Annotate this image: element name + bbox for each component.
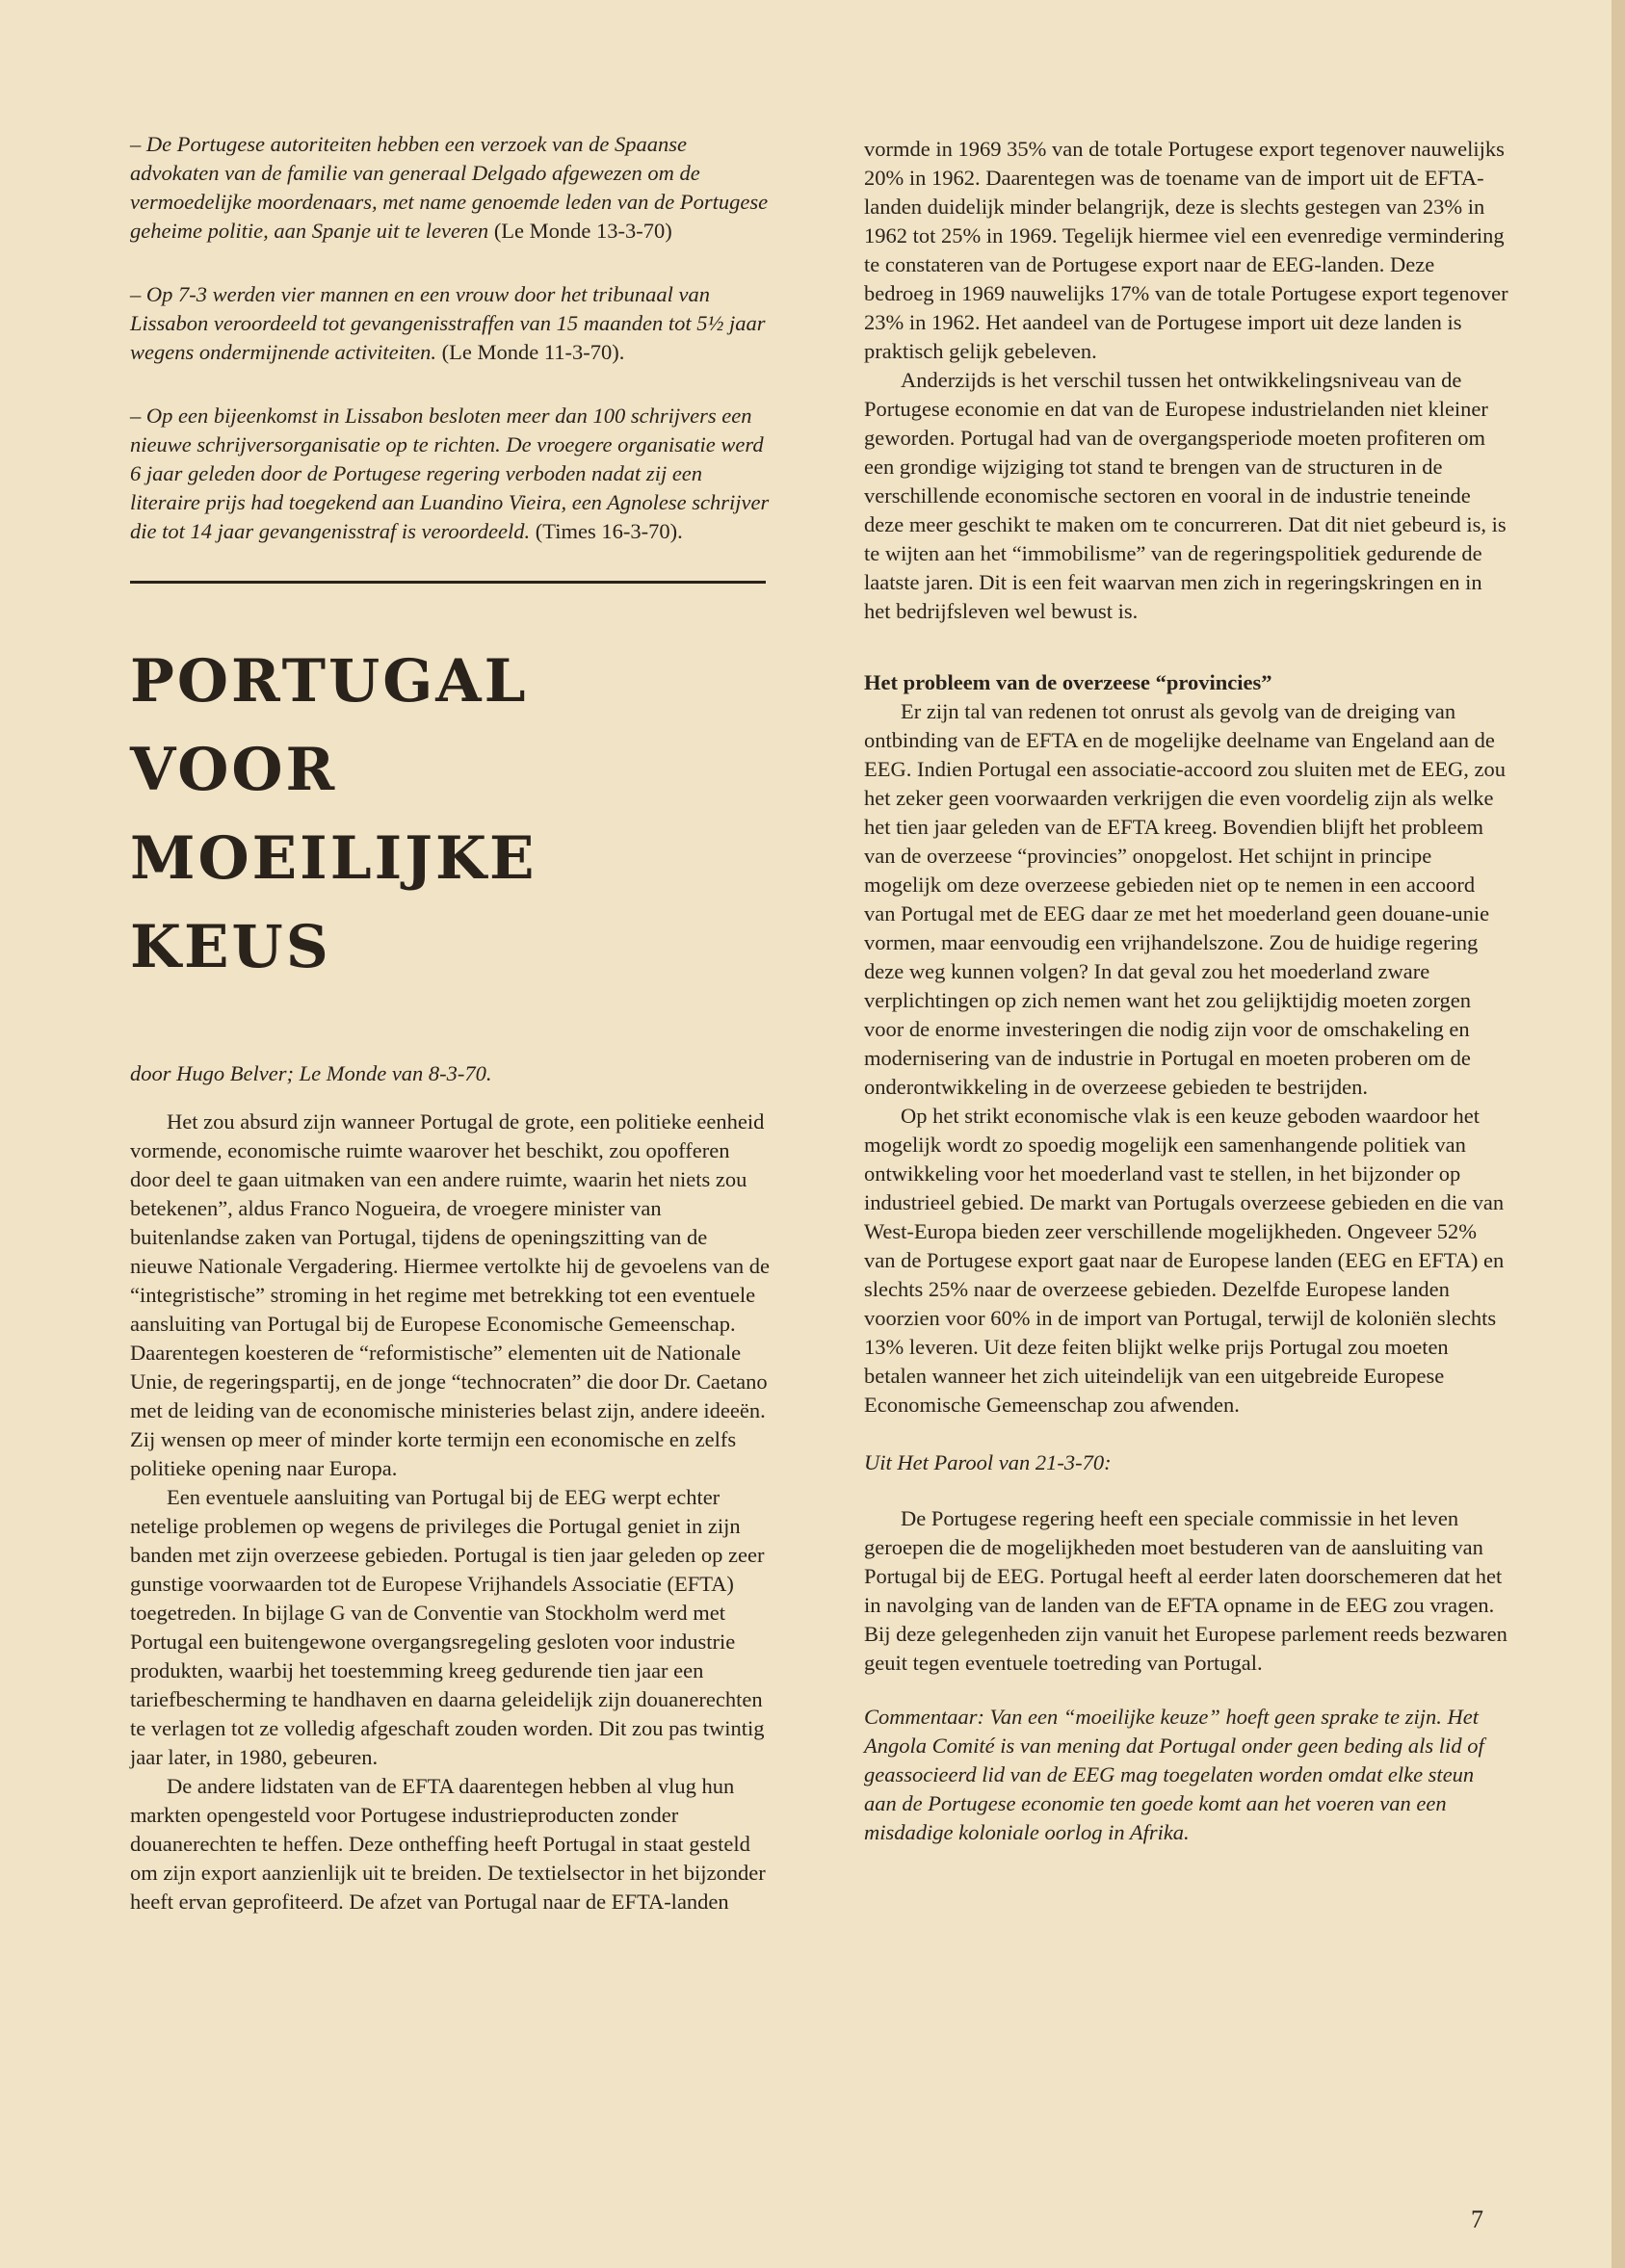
section-divider xyxy=(130,581,766,584)
page-edge xyxy=(1612,0,1625,2268)
article-subheading: Het probleem van de overzeese “provincies” xyxy=(864,670,1272,694)
news-item xyxy=(130,130,771,246)
article-paragraph: Een eventuele aansluiting van Portugal bij de EEG werpt echter netelige problemen op wegens de privileges die Portugal geniet in zijn banden met zijn overzeese gebieden. Portugal is tien jaar geleden op zeer gunstige voorwaarden tot de Europese Vrijhandels Associatie (EFTA) toegetreden. In bijlage G van de Conventie van Stockholm werd met Portugal een buitengewone overgangsregeling gesloten voor industrie produkten, waarbij het toestemming kreeg gedurende tien jaar een tariefbescherming te handhaven en daarna geleidelijk zijn douanerechten te verlagen tot ze volledig afgeschaft zouden worden. Dit zou pas twintig jaar later, in 1980, gebeuren. xyxy=(130,1485,765,1769)
left-column xyxy=(130,130,771,1916)
news-item-source: (Times 16-3-70). xyxy=(535,519,683,543)
article-paragraph: vormde in 1969 35% van de totale Portugese export tegenover nauwelijks 20% in 1962. Daarentegen was de toename van de import uit de EFTA-landen duidelijk minder belangrijk, deze is slechts gestegen van 23% in 1962 tot 25% in 1969. Tegelijk hiermee viel een evenredige vermindering te constateren van de Portugese export naar de EEG-landen. Deze bedroeg in 1969 nauwelijks 17% van de totale Portugese export tegenover 23% in 1962. Het aandeel van de Portugese import uit deze landen is praktisch gelijk gebeleven. xyxy=(864,137,1508,363)
headline-line: VOOR xyxy=(130,736,338,804)
article-paragraph: Op het strikt economische vlak is een keuze geboden waardoor het mogelijk wordt zo spoedig mogelijk een samenhangende politiek van ontwikkeling voor het moederland vast te stellen, in het bijzonder op industrieel gebied. De markt van Portugals overzeese gebieden en die van West-Europa bieden zeer verschillende mogelijkheden. Ongeveer 52% van de Portugese export gaat naar de Europese landen (EEG en EFTA) en slechts 25% naar de overzeese gebieden. Dezelfde Europese landen voorzien voor 60% in de import van Portugal, terwijl de koloniën slechts 13% leveren. Uit deze feiten blijkt welke prijs Portugal zou moeten betalen wanneer het zich uiteindelijk van een uitgebreide Europese Economische Gemeenschap zou afwenden. xyxy=(864,1104,1505,1417)
commentary: Commentaar: Van een “moeilijke keuze” hoeft geen sprake te zijn. Het Angola Comité is van mening dat Portugal onder geen beding als lid of geassocieerd lid van de EEG mag toegelaten worden omdat elke steun aan de Portugese economie ten goede komt aan het voeren van een misdadige koloniale oorlog in Afrika. xyxy=(864,1705,1484,1844)
article-body-subsection xyxy=(864,697,1509,1420)
news-items xyxy=(130,130,771,546)
article-body-left xyxy=(130,1108,771,1916)
article-byline: door Hugo Belver; Le Monde van 8-3-70. xyxy=(130,1061,492,1085)
article-paragraph: Anderzijds is het verschil tussen het ontwikkelingsniveau van de Portugese economie en dat van de Europese industrielanden niet kleiner geworden. Portugal had van de overgangsperiode moeten profiteren om een grondige wijziging tot stand te brengen van de structuren in de verschillende economische sectoren en vooral in de industrie teneinde deze meer geschikt te maken om te concurreren. Dat dit niet gebeurd is, is te wijten aan het “immobilisme” van de regeringspolitiek gedurende de laatste jaren. Dit is een feit waarvan men zich in regeringskringen en in het bedrijfsleven wel bewust is. xyxy=(864,368,1507,623)
headline-line: KEUS xyxy=(130,913,331,981)
article-body-right xyxy=(864,135,1509,626)
article-paragraph: De Portugese regering heeft een speciale commissie in het leven geroepen die de mogelijkheden moet bestuderen van de aansluiting van Portugal bij de EEG. Portugal heeft al eerder laten doorschemeren dat het in navolging van de landen van de EFTA opname in de EEG zou vragen. Bij deze gelegenheden zijn vanuit het Europese parlement reeds bezwaren geuit tegen eventuele toetreding van Portugal. xyxy=(864,1506,1507,1675)
news-item xyxy=(130,280,771,367)
article-paragraph: Er zijn tal van redenen tot onrust als gevolg van de dreiging van ontbinding van de EFTA en de mogelijke deelname van Engeland aan de EEG. Indien Portugal een associatie-accoord zou sluiten met de EEG, zou het zeker geen voorwaarden verkrijgen die even voordelig zijn als welke het tien jaar geleden van de EFTA kreeg. Bovendien blijft het probleem van de overzeese “provincies” onopgelost. Het schijnt in principe mogelijk om deze overzeese gebieden niet op te nemen in een accoord van Portugal met de EEG daar ze met het moederland geen douane-unie vormen, maar eenvoudig een vrijhandelszone. Zou de huidige regering deze weg kunnen volgen? In dat geval zou het moederland zware verplichtingen op zich nemen want het zou gelijktijdig moeten zorgen voor de enorme investeringen die nodig zijn voor de omschakeling en modernisering van de industrie in Portugal en moeten proberen om de onderontwikkeling in de overzeese gebieden te bestrijden. xyxy=(864,699,1507,1099)
parool-source: Uit Het Parool van 21-3-70: xyxy=(864,1450,1112,1474)
right-column xyxy=(864,135,1509,1847)
headline-line: MOEILIJKE xyxy=(130,824,537,893)
news-item-text: – De Portugese autoriteiten hebben een verzoek van de Spaanse advokaten van de familie van generaal Delgado afgewezen om de vermoedelijke moordenaars, met name genoemde leden van de Portugese geheime politie, aan Spanje uit te leveren xyxy=(130,132,769,243)
news-item-text: – Op een bijeenkomst in Lissabon besloten meer dan 100 schrijvers een nieuwe schrijversorganisatie op te richten. De vroegere organisatie werd 6 jaar geleden door de Portugese regering verboden nadat zij een literaire prijs had toegekend aan Luandino Vieira, een Agnolese schrijver die tot 14 jaar gevangenisstraf is veroordeeld. xyxy=(130,404,770,543)
article-paragraph: Het zou absurd zijn wanneer Portugal de grote, een politieke eenheid vormende, economische ruimte waarover het beschikt, zou opofferen door deel te gaan uitmaken van een andere ruimte, waarin het niets zou betekenen”, aldus Franco Nogueira, de vroegere minister van buitenlandse zaken van Portugal, tijdens de openingszitting van de nieuwe Nationale Vergadering. Hiermee vertolkte hij de gevoelens van de “integristische” stroming in het regime met betrekking tot een eventuele aansluiting van Portugal bij de Europese Economische Gemeenschap. Daarentegen koesteren de “reformistische” elementen uit de Nationale Unie, de regeringspartij, en de jonge “technocraten” die door Dr. Caetano met de leiding van de economische ministeries belast zijn, andere ideeën. Zij wensen op meer of minder korte termijn een economische en zelfs politieke opening naar Europa. xyxy=(130,1109,770,1480)
headline-line: PORTUGAL xyxy=(130,647,529,716)
news-item xyxy=(130,402,771,546)
article-headline xyxy=(130,638,771,992)
article-paragraph: De andere lidstaten van de EFTA daarentegen hebben al vlug hun markten opengesteld voor Portugese industrieproducten zonder douanerechten te heffen. Deze ontheffing heeft Portugal in staat gesteld om zijn export aanzienlijk uit te breiden. De textielsector in het bijzonder heeft ervan geprofiteerd. De afzet van Portugal naar de EFTA-landen xyxy=(130,1774,766,1914)
page-number: 7 xyxy=(1471,2205,1483,2233)
parool-body xyxy=(864,1504,1509,1678)
news-item-source: (Le Monde 13-3-70) xyxy=(493,219,672,243)
news-item-text: – Op 7-3 werden vier mannen en een vrouw door het tribunaal van Lissabon veroordeeld tot gevangenisstraffen van 15 maanden tot 5½ jaar wegens ondermijnende activiteiten. xyxy=(130,282,766,364)
news-item-source: (Le Monde 11-3-70). xyxy=(441,340,625,364)
